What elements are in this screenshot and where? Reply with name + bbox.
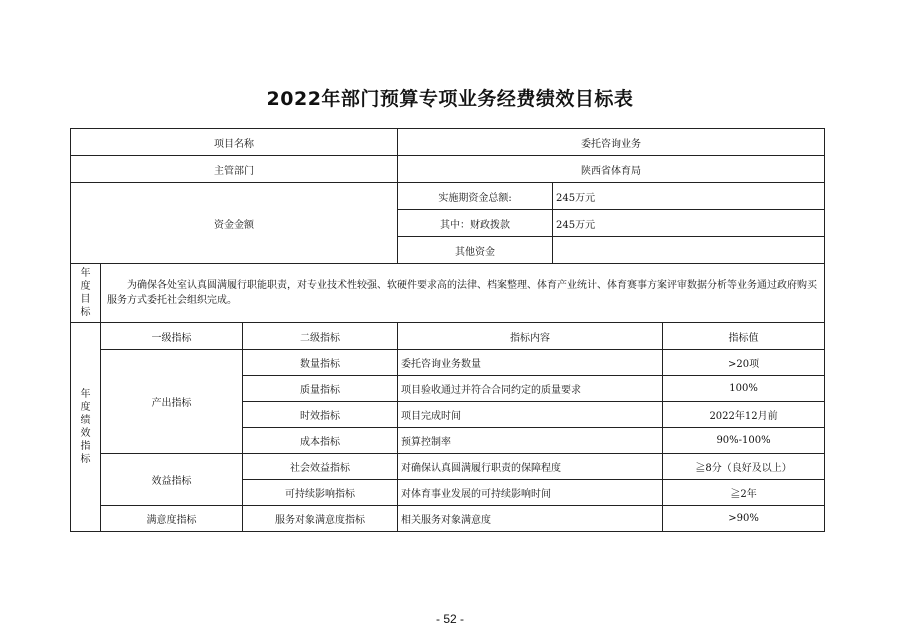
funds-fiscal-label: 其中：财政拨款	[398, 210, 553, 237]
content-cell: 委托咨询业务数量	[398, 350, 663, 376]
funds-fiscal-value: 245万元	[553, 210, 825, 237]
project-name-value: 委托咨询业务	[398, 129, 825, 156]
value-cell: 100%	[663, 376, 825, 402]
value-cell: 90%-100%	[663, 428, 825, 454]
content-cell: 对确保认真圆满履行职责的保障程度	[398, 454, 663, 480]
level2-cell: 成本指标	[243, 428, 398, 454]
performance-target-table	[70, 128, 825, 532]
header-content: 指标内容	[398, 323, 663, 350]
department-label: 主管部门	[71, 156, 398, 183]
funds-other-label: 其他资金	[398, 237, 553, 264]
annual-goal-row	[71, 264, 825, 323]
level1-benefit: 效益指标	[101, 454, 243, 506]
level2-cell: 社会效益指标	[243, 454, 398, 480]
annual-goal-label: 年 度 目 标	[71, 264, 101, 323]
value-cell: ≧2年	[663, 480, 825, 506]
content-cell: 项目完成时间	[398, 402, 663, 428]
page-title: 2022年部门预算专项业务经费绩效目标表	[266, 88, 634, 110]
perf-label: 年 度 绩 效 指 标	[71, 323, 101, 532]
table-row	[71, 350, 825, 376]
level2-cell: 服务对象满意度指标	[243, 506, 398, 532]
table-row	[71, 506, 825, 532]
level2-cell: 质量指标	[243, 376, 398, 402]
value-cell: 2022年12月前	[663, 402, 825, 428]
value-cell: >20项	[663, 350, 825, 376]
level2-cell: 数量指标	[243, 350, 398, 376]
perf-header-row	[71, 323, 825, 350]
annual-goal-text: 为确保各处室认真圆满履行职能职责，对专业技术性较强、软硬件要求高的法律、档案整理、体育产业统计、体育赛事方案评审数据分析等业务通过政府购买服务方式委托社会组织完成。	[107, 280, 817, 306]
project-name-label: 项目名称	[71, 129, 398, 156]
funds-total-value: 245万元	[553, 183, 825, 210]
value-cell: >90%	[663, 506, 825, 532]
level2-cell: 时效指标	[243, 402, 398, 428]
content-cell: 预算控制率	[398, 428, 663, 454]
header-value: 指标值	[663, 323, 825, 350]
level1-output: 产出指标	[101, 350, 243, 454]
project-name-row	[71, 129, 825, 156]
funds-total-label: 实施期资金总额:	[398, 183, 553, 210]
funds-total-row	[71, 183, 825, 210]
department-value: 陕西省体育局	[398, 156, 825, 183]
page-number: - 52 -	[435, 612, 464, 626]
annual-goal-content	[101, 264, 825, 323]
funds-label: 资金金额	[71, 183, 398, 264]
funds-other-value	[553, 237, 825, 264]
header-level1: 一级指标	[101, 323, 243, 350]
level2-cell: 可持续影响指标	[243, 480, 398, 506]
content-cell: 项目验收通过并符合合同约定的质量要求	[398, 376, 663, 402]
value-cell: ≧8分（良好及以上）	[663, 454, 825, 480]
level1-satisfaction: 满意度指标	[101, 506, 243, 532]
content-cell: 相关服务对象满意度	[398, 506, 663, 532]
header-level2: 二级指标	[243, 323, 398, 350]
table-row	[71, 454, 825, 480]
department-row	[71, 156, 825, 183]
content-cell: 对体育事业发展的可持续影响时间	[398, 480, 663, 506]
